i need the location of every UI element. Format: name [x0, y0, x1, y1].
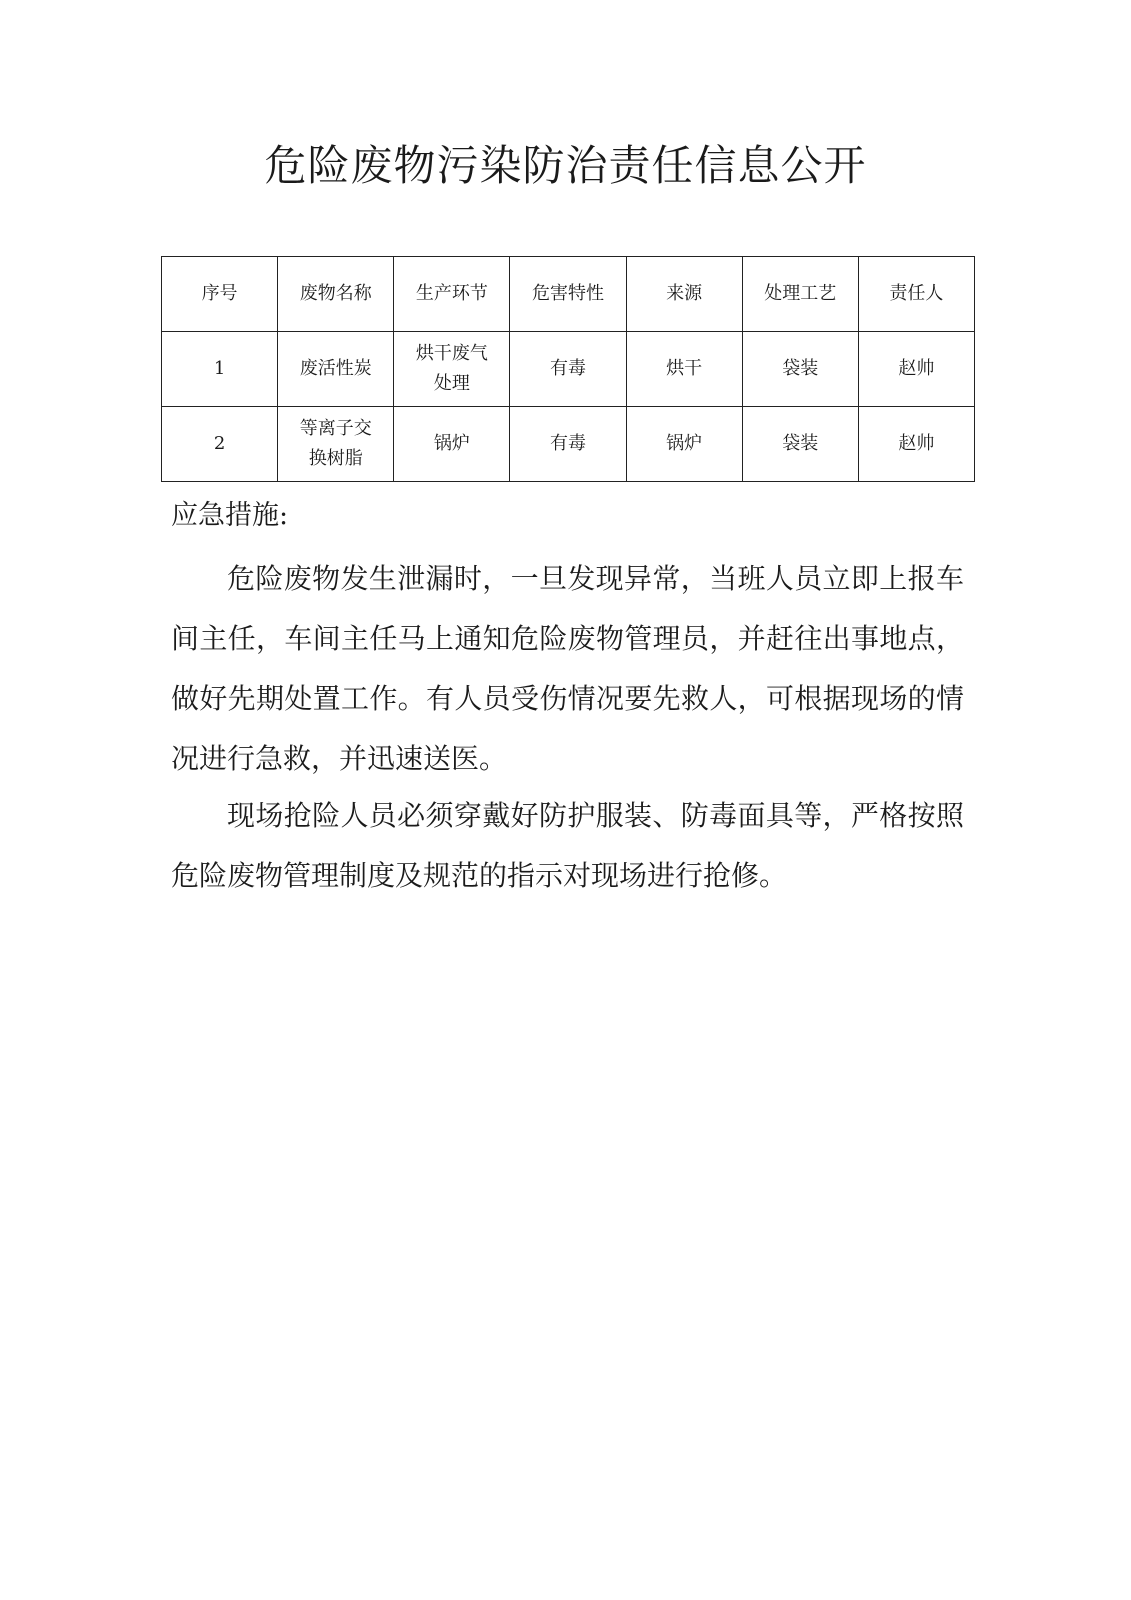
cell-waste-name: [278, 332, 394, 407]
cell-production-stage: [394, 332, 510, 407]
cell-text: 1: [213, 358, 226, 379]
emergency-paragraph-1: 危险废物发生泄漏时，一旦发现异常，当班人员立即上报车间主任，车间主任马上通知危险废物管理员，并赶往出事地点，做好先期处置工作。有人员受伤情况要先救人，可根据现场的情况进行急救，并迅速送医。: [171, 562, 964, 775]
cell-source: [626, 407, 742, 482]
table-row: [162, 332, 975, 407]
cell-text: 锅炉: [666, 433, 703, 454]
cell-process: [742, 332, 858, 407]
emergency-measures-label: 应急措施:: [171, 500, 289, 531]
header-cell-hazard: 危害特性: [510, 257, 626, 332]
table-row: [162, 407, 975, 482]
page-title: 危险废物污染防治责任信息公开: [264, 141, 867, 190]
cell-text: 赵帅: [898, 433, 935, 454]
emergency-paragraph-2: 现场抢险人员必须穿戴好防护服装、防毒面具等，严格按照危险废物管理制度及规范的指示对现场进行抢修。: [171, 799, 964, 892]
cell-text: 烘干废气处理: [415, 343, 488, 394]
cell-text: 等离子交换树脂: [299, 418, 372, 469]
cell-index: [162, 332, 278, 407]
header-cell-responsible: 责任人: [858, 257, 974, 332]
hazardous-waste-table: [161, 256, 975, 482]
cell-text: 有毒: [549, 433, 586, 454]
cell-hazard: [510, 407, 626, 482]
header-cell-waste-name: 废物名称: [278, 257, 394, 332]
cell-source: [626, 332, 742, 407]
cell-text: 袋装: [782, 358, 819, 379]
header-cell-index: 序号: [162, 257, 278, 332]
cell-production-stage: [394, 407, 510, 482]
cell-process: [742, 407, 858, 482]
header-cell-source: 来源: [626, 257, 742, 332]
cell-text: 赵帅: [898, 358, 935, 379]
cell-index: [162, 407, 278, 482]
header-cell-process: 处理工艺: [742, 257, 858, 332]
cell-text: 废活性炭: [299, 358, 372, 379]
table-header-row: [162, 257, 975, 332]
cell-text: 袋装: [782, 433, 819, 454]
header-cell-production-stage: 生产环节: [394, 257, 510, 332]
cell-responsible: [858, 407, 974, 482]
cell-hazard: [510, 332, 626, 407]
cell-text: 有毒: [549, 358, 586, 379]
cell-text: 烘干: [666, 358, 703, 379]
cell-responsible: [858, 332, 974, 407]
cell-text: 2: [213, 433, 226, 454]
cell-text: 锅炉: [433, 433, 470, 454]
cell-waste-name: [278, 407, 394, 482]
